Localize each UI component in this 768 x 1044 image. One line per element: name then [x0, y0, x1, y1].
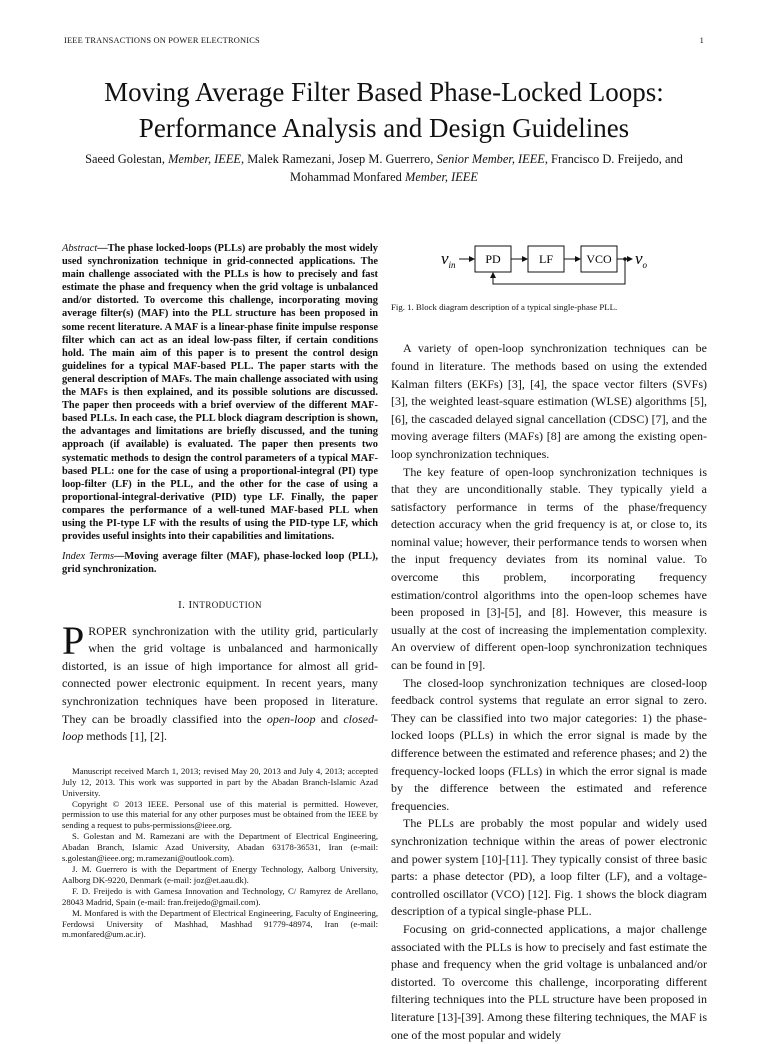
right-column: [391, 242, 707, 1044]
output-signal-label: [635, 249, 648, 270]
title-line-2: Performance Analysis and Design Guidelines: [138, 113, 630, 143]
abstract: [62, 242, 378, 543]
block-pd-label: PD: [485, 252, 501, 266]
author-list: [54, 150, 714, 186]
paragraph-grid-connected: Focusing on grid-connected applications, a major challenge associated with the PLLs is how to precisely and fast estimate the phase and frequency when the grid voltage is unbalanced and/or distorted. To overcome this challenge, incorporating different filtering techniques into the PLL structure have been proposed in literature [13]-[39]. Among these filtering techniques, the MAF is one of the most popular and widely: [391, 921, 707, 1042]
paragraph-plls: The PLLs are probably the most popular and widely used synchronization technique within the areas of power electronic and power system [10]-[11]. They typically consist of three basic parts: a phase detector (PD), a loop filter (LF), and a voltage-controlled oscillator (VCO) [12]. Fig. 1 shows the block diagram description of a typical single-phase PLL.: [391, 816, 707, 919]
footnote-manuscript: Manuscript received March 1, 2013; revised May 20, 2013 and July 4, 2013; accepted July 12, 2013. This work was supported in part by the Abadan Branch-Islamic Azad University.: [62, 765, 378, 798]
author-2: , Malek Ramezani, Josep M. Guerrero,: [241, 152, 434, 166]
author-3: , Francisco D. Freijedo, and Mohammad Monfared: [290, 152, 683, 184]
abstract-label: Abstract: [62, 243, 98, 254]
intro-text-b: and: [315, 711, 344, 726]
index-terms-label: Index Terms: [62, 551, 115, 563]
author-1-role: Member, IEEE: [168, 152, 242, 166]
output-signal-sub: o: [642, 260, 648, 270]
author-1: Saeed Golestan,: [85, 152, 165, 166]
section-heading-introduction: [62, 598, 378, 612]
section-title-cap: I: [188, 599, 193, 612]
block-vco-label: VCO: [586, 252, 612, 266]
abstract-text: —The phase locked-loops (PLLs) are probably the most widely used synchronization technique in grid-connected applications. The main challenge associated with the PLLs is how to precisely and fast estimate the phase and frequency when the grid voltage is unbalanced and/or distorted. To overcome this challenge, incorporating moving average filter(s) (MAF) into the PLL structure has been proposed in some recent literature. A MAF is a linear-phase finite impulse response filter which can act as an ideal low-pass filter, if certain conditions hold. The main aim of this paper is to present the control design guidelines for a typical MAF-based PLL. The paper starts with the general description of MAFs. The main challenge associated with using the MAFs is then explained, and its possible solutions are discussed. The paper then proceeds with a brief overview of the different MAF-based PLLs. In each case, the PLL block diagram description is shown, the advantages and limitations are briefly discussed, and the tuning approach (if available) is evaluated. The paper then presents two systematic methods to design the control parameters of a typical MAF-based PLL: one for the case of using a proportional-integral (PI) type loop-filter (LF) in the PLL, and the other for the case of using a proportional-integral-derivative (PID) type LF. Finally, the paper compares the performance of a well-tuned MAF-based PLL when using the PI-type LF with the results of using the PID-type LF, which provides useful insights into their capabilities and limitations.: [62, 243, 378, 543]
journal-name: IEEE TRANSACTIONS ON POWER ELECTRONICS: [64, 36, 260, 45]
intro-text-c: methods [1], [2].: [83, 729, 167, 744]
footnote-affiliation-3: F. D. Freijedo is with Gamesa Innovation and Technology, C/ Ramyrez de Arellano, 28043 Madrid, Spain (e-mail: fran.freijedo@gmail.com).: [62, 885, 378, 907]
footnote-affiliation-1: S. Golestan and M. Ramezani are with the Department of Electrical Engineering, Abadan Branch, Islamic Azad University, Abadan 63178-36531, Iran (e-mail: s.golestan@ieee.org; m.ramezani@outlook.com).: [62, 831, 378, 864]
paragraph-open-loop-feature: The key feature of open-loop synchronization techniques is that they are unconditionally stable. They typically yield a satisfactory performance in terms of the phase/frequency detection accuracy when the grid frequency is at, or close to, its nominal value; however, their performance tends to worsen when the input frequency deviates from its nominal value. To overcome this problem, incorporating frequency estimation/control algorithms into the open-loop schemes have been proposed in [3]-[5], and [8]. However, this measure is usually at the cost of increasing the implementation complexity. An overview of different open-loop synchronization techniques can be found in [9].: [391, 464, 707, 673]
pll-block-diagram: [391, 242, 707, 300]
paragraph-closed-loop: The closed-loop synchronization techniques are closed-loop feedback control systems that regulate an error signal to zero. They can be classified into two major categories: 1) the phase-locked loops (PLLs) in which the error signal is made by the difference between the estimated and reference phases; and 2) the frequency-locked loops (FLLs) in which the error signal is made by the difference between the estimated and reference frequencies.: [391, 675, 707, 813]
intro-text-a: ROPER synchronization with the utility grid, particularly when the grid voltage is unbalanced and harmonically distorted, is an issue of high importance for almost all grid-connected power electronic equipment. In recent years, many synchronization techniques have been proposed in literature. They can be broadly classified into the: [62, 623, 378, 726]
running-header: [64, 36, 704, 45]
input-signal-label: [441, 249, 456, 270]
author-2-role: Senior Member, IEEE: [436, 152, 545, 166]
section-title-rest: NTRODUCTION: [192, 600, 262, 611]
paragraph-open-loop-techniques: A variety of open-loop synchronization techniques can be found in literature. The methods based on using the extended Kalman filters (EKFs) [3], [4], the space vector filters (SVFs) [3], the weighted least-square estimation (WLSE) algorithms [5], [6], the cascaded delayed signal cancellation (CDSC) [7], and the moving average filters (MAFs) [8] are among the existing open-loop synchronization techniques.: [391, 341, 707, 461]
author-3-role: Member, IEEE: [405, 170, 478, 184]
left-column: [62, 242, 378, 940]
title-line-1: Moving Average Filter Based Phase-Locked Loops:: [104, 77, 664, 107]
index-terms: [62, 550, 378, 576]
footnote-affiliation-2: J. M. Guerrero is with the Department of Energy Technology, Aalborg University, Aalborg DK-9220, Denmark (e-mail: joz@et.aau.dk).: [62, 864, 378, 885]
section-numeral: I.: [178, 599, 186, 612]
input-signal-v: v: [441, 249, 449, 268]
figure-1-caption: Fig. 1. Block diagram description of a typical single-phase PLL.: [391, 302, 618, 312]
figure-1: [391, 242, 707, 300]
drop-cap: P: [62, 617, 85, 663]
output-signal-v: v: [635, 249, 643, 268]
footnotes: [62, 760, 378, 941]
footnote-copyright: Copyright © 2013 IEEE. Personal use of this material is permitted. However, permission to use this material for any other purposes must be obtained from the IEEE by sending a request to pubs-permissions@ieee.org.: [62, 798, 378, 831]
page-number: 1: [699, 36, 704, 45]
input-signal-sub: in: [448, 260, 456, 270]
intro-em-closed-loop: closed-loop: [62, 711, 379, 744]
paper-title: [30, 74, 738, 146]
intro-em-open-loop: open-loop: [266, 711, 316, 726]
footnote-affiliation-4: M. Monfared is with the Department of Electrical Engineering, Faculty of Engineering, Ferdowsi University of Mashhad, Mashhad 91779-48974, Iran (e-mail: m.monfared@um.ac.ir).: [62, 907, 378, 940]
block-lf-label: LF: [538, 252, 554, 266]
intro-paragraph: [62, 617, 379, 746]
index-terms-text: —Moving average filter (MAF), phase-locked loop (PLL), grid synchronization.: [62, 551, 379, 576]
